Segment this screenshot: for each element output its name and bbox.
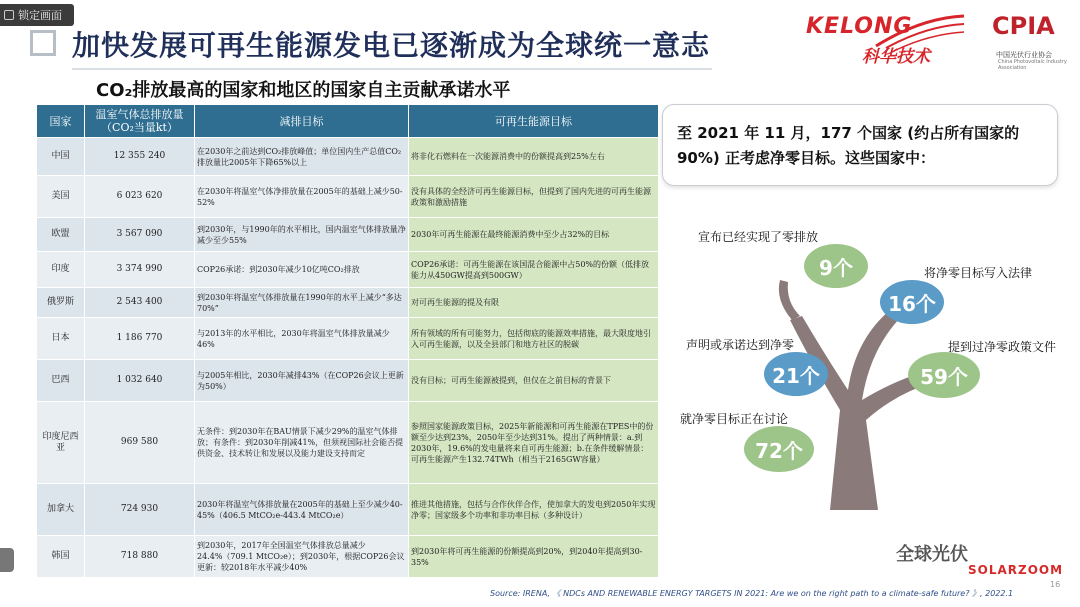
cpia-logo-en: China Photovoltaic Industry Association bbox=[998, 59, 1067, 71]
cell-emissions: 1 186 770 bbox=[85, 318, 195, 360]
slide-title: 加快发展可再生能源发电已逐渐成为全球统一意志 bbox=[72, 29, 711, 62]
tree-bubble-policy: 59个 bbox=[908, 352, 980, 398]
cell-emissions: 969 580 bbox=[85, 402, 195, 484]
cell-renewable: 推进其他措施，包括与合作伙伴合作，使加拿大的发电到2050年实现净零；国家级多个功率和非功率目标（多种设计） bbox=[409, 484, 659, 536]
tree-label-pledged: 声明或承诺达到净零 bbox=[686, 338, 795, 352]
net-zero-tree bbox=[680, 210, 1060, 510]
cell-emissions: 718 880 bbox=[85, 536, 195, 578]
cell-country: 印度 bbox=[37, 252, 85, 288]
cell-emissions: 3 374 990 bbox=[85, 252, 195, 288]
cell-country: 美国 bbox=[37, 176, 85, 218]
header-renewable: 可再生能源目标 bbox=[409, 105, 659, 138]
cell-renewable: 没有具体的全经济可再生能源目标，但提到了国内先进的可再生能源政策和激励措施 bbox=[409, 176, 659, 218]
cell-emissions: 2 543 400 bbox=[85, 288, 195, 318]
cell-reduction: 在2030年将温室气体净排放量在2005年的基础上减少50-52% bbox=[195, 176, 409, 218]
table-row bbox=[37, 318, 659, 360]
lock-screen-label: 锁定画面 bbox=[18, 9, 62, 22]
net-zero-callout: 至 2021 年 11 月，177 个国家 (约占所有国家的 90%) 正考虑净零目标。这些国家中： bbox=[662, 104, 1058, 186]
table-header-row bbox=[37, 105, 659, 138]
table-row bbox=[37, 218, 659, 252]
lock-icon bbox=[4, 10, 14, 20]
header-country: 国家 bbox=[37, 105, 85, 138]
cell-country: 加拿大 bbox=[37, 484, 85, 536]
cell-reduction: 到2030年将温室气体排放量在1990年的水平上减少“多达70%” bbox=[195, 288, 409, 318]
tree-label-policy: 提到过净零政策文件 bbox=[948, 340, 1057, 354]
table-row bbox=[37, 252, 659, 288]
table-row bbox=[37, 402, 659, 484]
page-number: 16 bbox=[1050, 580, 1061, 589]
cell-renewable: 到2030年将可再生能源的份额提高到20%，到2040年提高到30-35% bbox=[409, 536, 659, 578]
cell-emissions: 6 023 620 bbox=[85, 176, 195, 218]
cell-reduction: 2030年将温室气体排放量在2005年的基础上至少减少40-45%（406.5 MtCO₂e-443.4 MtCO₂e） bbox=[195, 484, 409, 536]
watermark-site: SOLARZOOM bbox=[968, 563, 1064, 577]
header-reduction: 减排目标 bbox=[195, 105, 409, 138]
tree-bubble-discussion: 72个 bbox=[744, 426, 814, 472]
lock-screen-button[interactable] bbox=[0, 4, 74, 26]
kelong-logo-text: KELONG bbox=[806, 14, 913, 39]
cell-reduction: 在2030年之前达到CO₂排放峰值；单位国内生产总值CO₂排放量比2005年下降65%以上 bbox=[195, 138, 409, 176]
kelong-logo-cn: 科华技术 bbox=[862, 47, 930, 67]
ndc-table bbox=[36, 104, 659, 578]
table-row bbox=[37, 536, 659, 578]
cell-reduction: 与2005年相比，2030年减排43%（在COP26会议上更新为50%） bbox=[195, 360, 409, 402]
tree-trunk-icon bbox=[680, 210, 1060, 510]
header-emissions: 温室气体总排放量（CO₂当量kt） bbox=[85, 105, 195, 138]
cell-reduction: 到2030年，2017年全国温室气体排放总量减少24.4%（709.1 MtCO₂e）；到2030年，根据COP26会议更新：较2018年水平减少40% bbox=[195, 536, 409, 578]
cell-emissions: 724 930 bbox=[85, 484, 195, 536]
cell-reduction: 与2013年的水平相比，2030年将温室气体排放量减少46% bbox=[195, 318, 409, 360]
cell-country: 日本 bbox=[37, 318, 85, 360]
cell-reduction: COP26承诺：到2030年减少10亿吨CO₂排放 bbox=[195, 252, 409, 288]
kelong-logo bbox=[806, 12, 966, 68]
cell-country: 印度尼西亚 bbox=[37, 402, 85, 484]
tree-bubble-achieved: 9个 bbox=[804, 244, 868, 288]
watermark-logo: 全球光伏 bbox=[896, 544, 968, 565]
cell-renewable: 参照国家能源政策目标，2025年新能源和可再生能源在TPES中的份额至少达到23%，2050年至少达到31%。提出了两种情景：a.到2030年，19.6%的发电量将来自可再生能源；b.在条件缓解情景：可再生能源产生132.74TWh（相当于2165GW容量） bbox=[409, 402, 659, 484]
cell-renewable: 所有领域的所有可能努力，包括彻底的能源效率措施，最大限度地引入可再生能源，以及全县部门和地方社区的脱碳 bbox=[409, 318, 659, 360]
cell-renewable: 将非化石燃料在一次能源消费中的份额提高到25%左右 bbox=[409, 138, 659, 176]
cell-renewable: COP26承诺：可再生能源在该国混合能源中占50%的份额（低排放能力从450GW提高到500GW） bbox=[409, 252, 659, 288]
cell-country: 韩国 bbox=[37, 536, 85, 578]
cell-emissions: 12 355 240 bbox=[85, 138, 195, 176]
table-row bbox=[37, 484, 659, 536]
cpia-logo-text: CPIA bbox=[992, 12, 1055, 40]
cell-renewable: 对可再生能源的提及有限 bbox=[409, 288, 659, 318]
tree-bubble-pledged: 21个 bbox=[764, 352, 828, 396]
table-row bbox=[37, 360, 659, 402]
table-row bbox=[37, 176, 659, 218]
cell-reduction: 到2030年，与1990年的水平相比，国内温室气体排放量净减少至少55% bbox=[195, 218, 409, 252]
cpia-logo-cn: 中国光伏行业协会 bbox=[996, 51, 1052, 59]
cell-renewable: 没有目标；可再生能源被提到，但仅在之前目标的背景下 bbox=[409, 360, 659, 402]
cell-reduction: 无条件：到2030年在BAU情景下减少29%的温室气体排放；有条件：到2030年削减41%，但须视国际社会能否提供资金、技术转让和发展以及能力建设支持而定 bbox=[195, 402, 409, 484]
cell-emissions: 3 567 090 bbox=[85, 218, 195, 252]
cpia-logo bbox=[986, 10, 1070, 71]
tree-label-law: 将净零目标写入法律 bbox=[924, 266, 1033, 280]
table-title: CO₂排放最高的国家和地区的国家自主贡献承诺水平 bbox=[96, 80, 511, 101]
cell-country: 巴西 bbox=[37, 360, 85, 402]
cell-emissions: 1 032 640 bbox=[85, 360, 195, 402]
source-note: Source: IRENA, 《 NDCs AND RENEWABLE ENERGY TARGETS IN 2021: Are we on the right path to a climate-safe future? 》, 2022.1 bbox=[490, 589, 1014, 598]
title-decoration bbox=[30, 30, 56, 56]
side-panel-handle[interactable] bbox=[0, 548, 14, 572]
tree-bubble-law: 16个 bbox=[880, 280, 944, 324]
cell-renewable: 2030年可再生能源在最终能源消费中至少占32%的目标 bbox=[409, 218, 659, 252]
tree-label-discussion: 就净零目标正在讨论 bbox=[680, 412, 789, 426]
table-row bbox=[37, 288, 659, 318]
cell-country: 中国 bbox=[37, 138, 85, 176]
title-underline bbox=[72, 68, 712, 70]
cell-country: 俄罗斯 bbox=[37, 288, 85, 318]
table-row bbox=[37, 138, 659, 176]
cell-country: 欧盟 bbox=[37, 218, 85, 252]
tree-label-achieved: 宣布已经实现了零排放 bbox=[698, 230, 819, 244]
